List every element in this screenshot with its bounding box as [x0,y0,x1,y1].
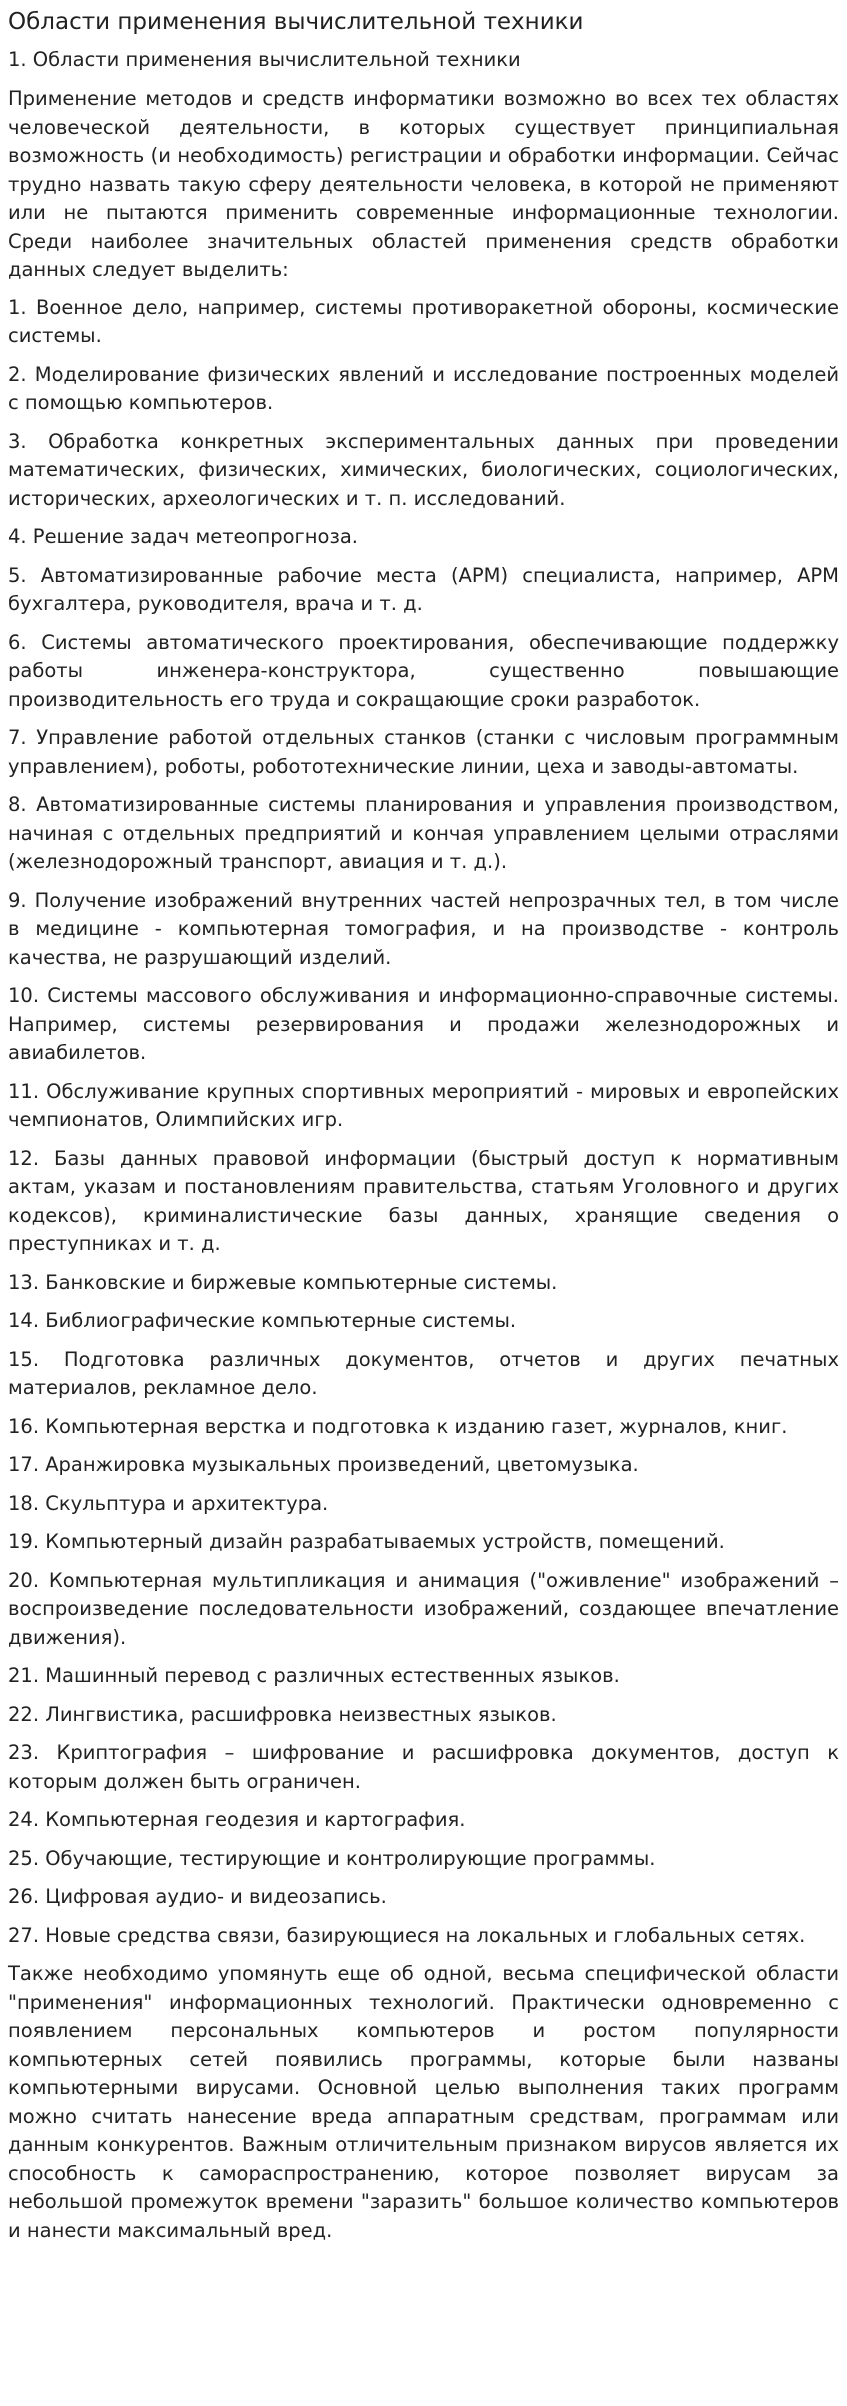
list-item: 13. Банковские и биржевые компьютерные системы. [8,1270,558,1294]
list-item: 12. Базы данных правовой информации (быстрый доступ к нормативным актам, указам и постановлениям правительства, статьям Уголовного и других кодексов), криминалистические базы данных, хранящие сведения о преступниках и т. д. [8,1146,839,1255]
list-item: 20. Компьютерная мультипликация и анимация ("оживление" изображений – воспроизведение последовательности изображений, создающее впечатление движения). [8,1568,839,1649]
list-item: 21. Машинный перевод с различных естественных языков. [8,1664,620,1687]
list-item: 25. Обучающие, тестирующие и контролирующие программы. [8,1846,656,1870]
list-item: 24. Компьютерная геодезия и картография. [8,1808,466,1831]
list-item: 5. Автоматизированные рабочие места (АРМ) специалиста, например, АРМ бухгалтера, руководителя, врача и т. д. [8,563,839,615]
list-item: 6. Системы автоматического проектирования, обеспечивающие поддержку работы инженера-конструктора, существенно повышающие производительность его труда и сокращающие сроки разработок. [8,630,839,711]
list-item: 19. Компьютерный дизайн разрабатываемых устройств, помещений. [8,1530,725,1553]
list-item: 18. Скульптура и архитектура. [8,1491,329,1515]
list-item: 16. Компьютерная верстка и подготовка к изданию газет, журналов, книг. [8,1414,788,1438]
list-item: 22. Лингвистика, расшифровка неизвестных языков. [8,1702,557,1726]
list-item: 26. Цифровая аудио- и видеозапись. [8,1885,387,1908]
section-heading: 1. Области применения вычислительной техники [8,48,521,71]
list-item: 10. Системы массового обслуживания и информационно-справочные системы. Например, системы резервирования и продажи железнодорожных и авиабилетов. [8,984,839,1064]
list-item: 9. Получение изображений внутренних частей непрозрачных тел, в том числе в медицине - компьютерная томография, и на производстве - контроль качества, не разрушающий изделий. [8,888,839,969]
list-item: 15. Подготовка различных документов, отчетов и других печатных материалов, рекламное дело. [8,1347,839,1399]
closing-paragraph: Также необходимо упомянуть еще об одной, весьма специфической области "применения" информационных технологий. Практически одновременно с появлением персональных компьютеров и ростом популярности компьютерных сетей появились программы, которые были названы компьютерными вирусами. Основной целью выполнения таких программ можно считать нанесение вреда аппаратным средствам, программам или данным конкурентов. Важным отличительным признаком вирусов является их способность к самораспространению, которое позволяет вирусам за небольшой промежуток времени "заразить" большое количество компьютеров и нанести максимальный вред. [8,1962,839,2242]
intro-paragraph: Применение методов и средств информатики возможно во всех тех областях человеческой деятельности, в которых существует принципиальная возможность (и необходимость) регистрации и обработки информации. Сейчас трудно назвать такую сферу деятельности человека, в которой не применяют или не пытаются применить современные информационные технологии. Среди наиболее значительных областей применения средств обработки данных следует выделить: [8,87,839,281]
page-title: Области применения вычислительной техники [8,9,584,35]
list-item: 4. Решение задач метеопрогноза. [8,525,358,548]
list-item: 27. Новые средства связи, базирующиеся на локальных и глобальных сетях. [8,1923,806,1947]
list-item: 7. Управление работой отдельных станков (станки с числовым программным управлением), роботы, робототехнические линии, цеха и заводы-автоматы. [8,726,839,778]
list-item: 17. Аранжировка музыкальных произведений, цветомузыка. [8,1453,639,1476]
list-item: 14. Библиографические компьютерные системы. [8,1309,517,1332]
application-areas-list [8,294,839,1951]
list-item: 1. Военное дело, например, системы противоракетной обороны, космические системы. [8,295,839,347]
list-item: 3. Обработка конкретных экспериментальных данных при проведении математических, физических, химических, биологических, социологических, исторических, археологических и т. п. исследований. [8,429,839,510]
list-item: 11. Обслуживание крупных спортивных мероприятий - мировых и европейских чемпионатов, Олимпийских игр. [8,1079,839,1131]
list-item: 2. Моделирование физических явлений и исследование построенных моделей с помощью компьютеров. [8,362,839,414]
list-item: 23. Криптография – шифрование и расшифровка документов, доступ к которым должен быть ограничен. [8,1741,839,1793]
list-item: 8. Автоматизированные системы планирования и управления производством, начиная с отдельных предприятий и кончая управлением целыми отраслями (железнодорожный транспорт, авиация и т. д.). [8,793,839,873]
